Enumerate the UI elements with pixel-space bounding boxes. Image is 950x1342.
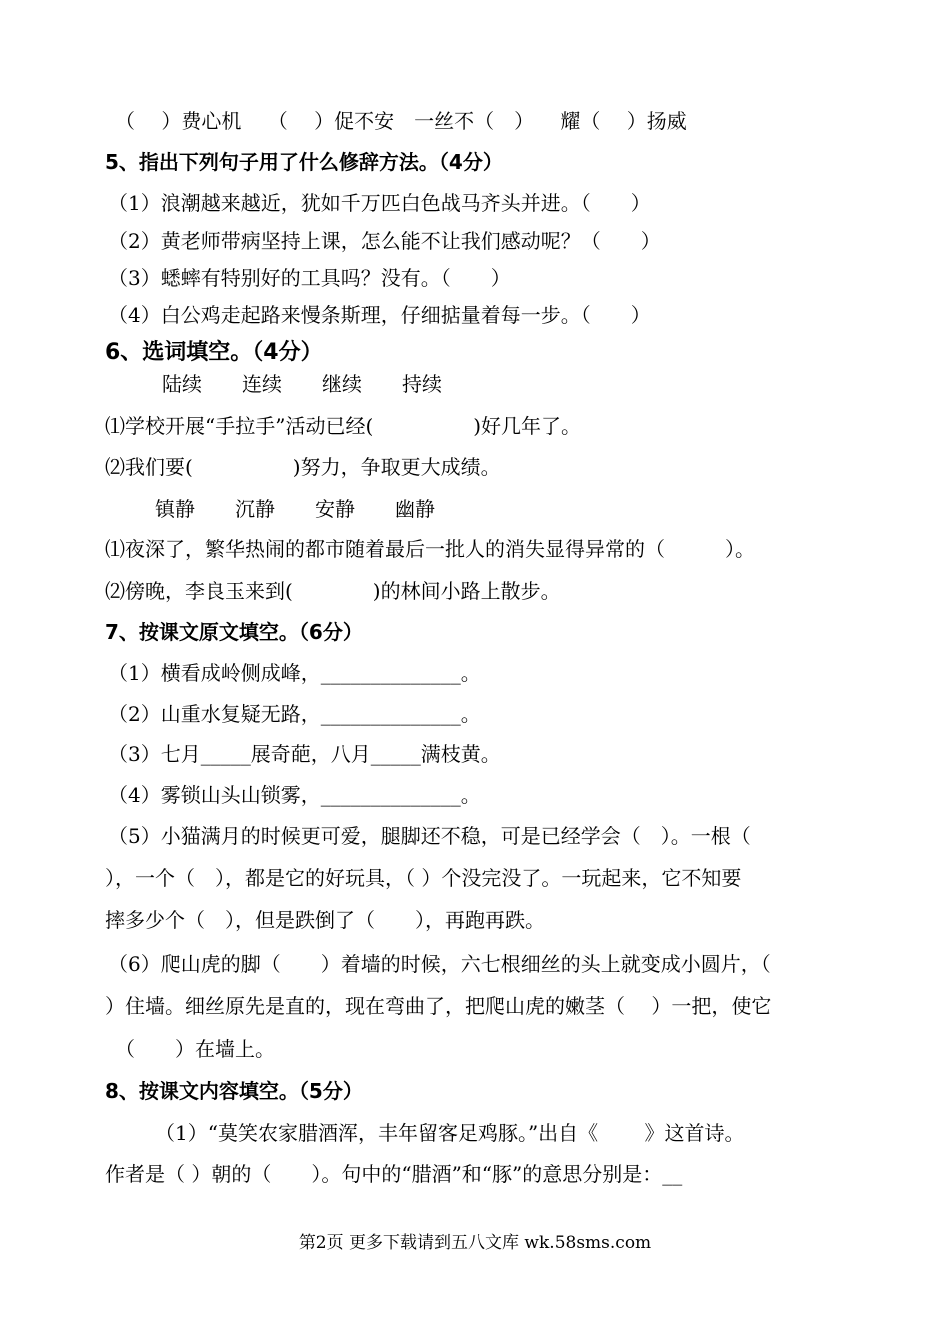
word-choices: 镇静 沉静 安静 幽静 (155, 497, 435, 521)
question-line: （ ）在墙上。 (115, 1037, 275, 1061)
question-line: （4）雾锁山头山锁雾，______________。 (108, 783, 481, 807)
question-line: ⑴学校开展“手拉手”活动已经( )好几年了。 (105, 414, 582, 438)
question-line: （4）白公鸡走起路来慢条斯理，仔细掂量着每一步。（ ） (108, 303, 651, 327)
question-line: ）住墙。细丝原先是直的，现在弯曲了，把爬山虎的嫩茎（ ）一把，使它 (105, 994, 772, 1018)
question-line: （3）七月_____展奇葩，八月_____满枝黄。 (108, 742, 501, 766)
section-6-heading: 6、选词填空。（4分） (105, 340, 323, 365)
question-line: （2）山重水复疑无路，______________。 (108, 702, 481, 726)
question-line: ⑵傍晚，李良玉来到( )的林间小路上散步。 (105, 579, 561, 603)
question-line: （2）黄老师带病坚持上课，怎么能不让我们感动呢？（ ） (108, 229, 661, 253)
page-footer: 第2页 更多下载请到五八文库 wk.58sms.com (298, 1233, 652, 1253)
question-line: （1）横看成岭侧成峰，______________。 (108, 661, 481, 685)
question-line: （1）浪潮越来越近，犹如千万匹白色战马齐头并进。（ ） (108, 191, 651, 215)
question-line: 摔多少个（ ），但是跌倒了（ ），再跑再跌。 (105, 908, 545, 932)
question-line: ⑴夜深了，繁华热闹的都市随着最后一批人的消失显得异常的（ ）。 (105, 537, 755, 561)
section-5-heading: 5、指出下列句子用了什么修辞方法。（4分） (105, 150, 503, 174)
question-line: ⑵我们要( )努力，争取更大成绩。 (105, 455, 501, 479)
question-line: ），一个（ ），都是它的好玩具，（ ）个没完没了。一玩起来，它不知要 (105, 866, 742, 890)
section-8-heading: 8、按课文内容填空。（5分） (105, 1079, 363, 1103)
idiom-fill-row: （ ）费心机 （ ）促不安 一丝不（ ） 耀（ ）扬威 (115, 109, 687, 133)
word-choices: 陆续 连续 继续 持续 (162, 372, 442, 396)
question-line: （1）“莫笑农家腊酒浑，丰年留客足鸡豚。”出自《 》这首诗。 (155, 1121, 745, 1145)
section-7-heading: 7、按课文原文填空。（6分） (105, 620, 363, 644)
question-line: （3）蟋蟀有特别好的工具吗？没有。（ ） (108, 266, 511, 290)
question-line: 作者是（ ）朝的（ ）。句中的“腊酒”和“豚”的意思分别是：__ (105, 1162, 683, 1186)
question-line: （6）爬山虎的脚（ ）着墙的时候，六七根细丝的头上就变成小圆片，（ (108, 952, 771, 976)
question-line: （5）小猫满月的时候更可爱，腿脚还不稳，可是已经学会（ ）。一根（ (108, 824, 751, 848)
